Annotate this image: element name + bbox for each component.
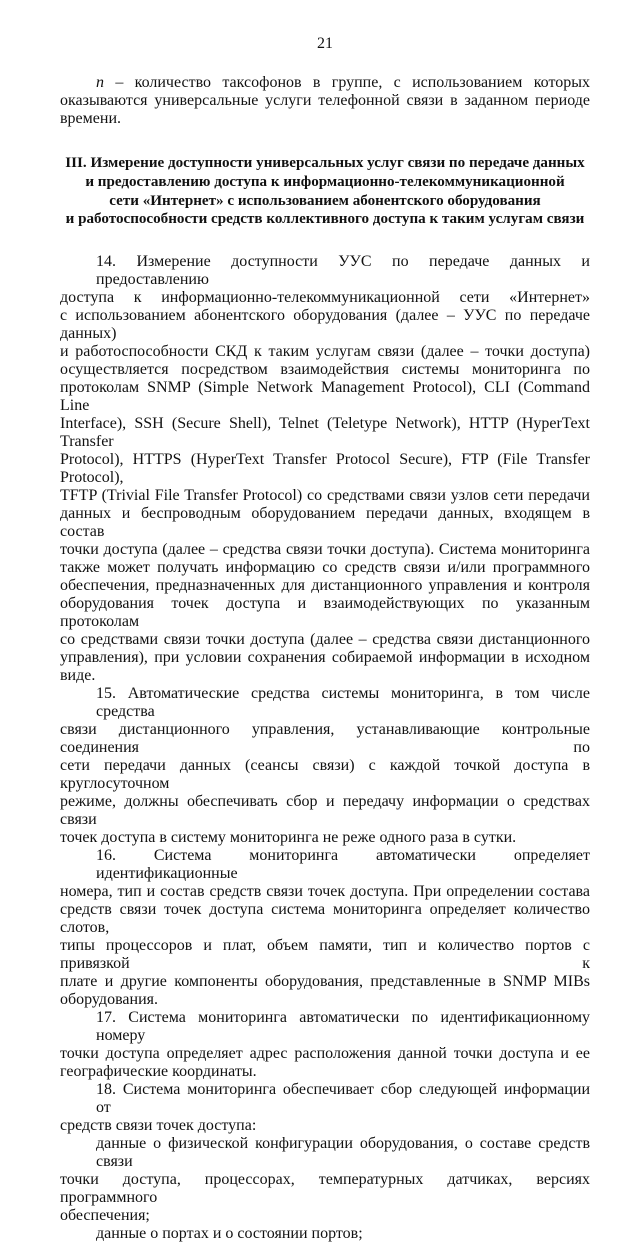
paragraph-line: оборудования.: [60, 991, 158, 1009]
paragraph-line: средств связи точек доступа система мониторинга определяет количество слотов,: [60, 901, 590, 937]
paragraph-p18b: [60, 1225, 590, 1243]
paragraph-line: также может получать информацию со средств связи и/или программного: [60, 559, 590, 577]
paragraph-line: обеспечения;: [60, 1207, 150, 1225]
paragraph-line: точки доступа, процессорах, температурных датчиках, версиях программного: [60, 1171, 590, 1207]
paragraph-line: управления), при условии сохранения собираемой информации в исходном виде.: [60, 649, 590, 685]
paragraph-line: типы процессоров и плат, объем памяти, тип и количество портов с привязкой к: [60, 937, 590, 973]
paragraph-line: Protocol), HTTPS (HyperText Transfer Protocol Secure), FTP (File Transfer Protocol),: [60, 451, 590, 487]
paragraph-line: режиме, должны обеспечивать сбор и передачу информации о средствах связи: [60, 793, 590, 829]
intro-line-2: оказываются универсальные услуги телефонной связи в заданном периоде: [60, 92, 590, 109]
intro-line-1: [60, 74, 590, 92]
section-heading-line: III. Измерение доступности универсальных услуг связи по передаче данных: [65, 155, 585, 171]
paragraph-p15: [60, 685, 590, 847]
paragraph-p18: [60, 1081, 590, 1135]
paragraph-line: 14. Измерение доступности УУС по передаче данных и предоставлению: [96, 253, 590, 289]
paragraph-line: осуществляется посредством взаимодействия системы мониторинга по: [60, 361, 590, 379]
section-heading-line: и работоспособности средств коллективного доступа к таким услугам связи: [65, 211, 585, 228]
paragraph-line: протоколам SNMP (Simple Network Management Protocol), CLI (Command Line: [60, 379, 590, 415]
paragraph-p17: [60, 1009, 590, 1081]
paragraph-line: данные о физической конфигурации оборудования, о составе средств связи: [96, 1135, 590, 1171]
paragraph-line: 15. Автоматические средства системы мониторинга, в том числе средства: [96, 685, 590, 721]
paragraph-line: точек доступа в систему мониторинга не реже одного раза в сутки.: [60, 829, 517, 847]
paragraph-p18a: [60, 1135, 590, 1225]
paragraph-line: со средствами связи точки доступа (далее – средства связи дистанционного: [60, 631, 590, 649]
paragraph-p16: [60, 847, 590, 1009]
paragraph-line: географические координаты.: [60, 1063, 257, 1081]
paragraph-line: точки доступа определяет адрес расположения данной точки доступа и ее: [60, 1045, 590, 1063]
section-heading: [60, 154, 590, 229]
paragraph-line: оборудования точек доступа и взаимодействующих по указанным протоколам: [60, 595, 590, 631]
paragraph-line: связи дистанционного управления, устанавливающие контрольные соединения по: [60, 721, 590, 757]
paragraph-line: обеспечения, предназначенных для дистанционного управления и контроля: [60, 577, 590, 595]
intro-paragraph: [60, 74, 590, 128]
paragraph-line: данные о портах и о состоянии портов;: [96, 1225, 363, 1243]
variable-n: n: [96, 74, 104, 91]
paragraph-line: номера, тип и состав средств связи точек доступа. При определении состава: [60, 883, 590, 901]
paragraph-line: 17. Система мониторинга автоматически по идентификационному номеру: [96, 1009, 590, 1045]
paragraph-line: 16. Система мониторинга автоматически определяет идентификационные: [96, 847, 590, 883]
section-heading-line: и предоставлению доступа к информационно-телекоммуникационной: [85, 173, 565, 190]
paragraph-line: доступа к информационно-телекоммуникационной сети «Интернет»: [60, 289, 590, 307]
paragraph-line: с использованием абонентского оборудования (далее – УУС по передаче данных): [60, 307, 590, 343]
paragraph-line: данных и беспроводным оборудованием передачи данных, входящем в состав: [60, 505, 590, 541]
paragraphs: [60, 253, 590, 1243]
paragraph-line: точки доступа (далее – средства связи точки доступа). Система мониторинга: [60, 541, 590, 559]
paragraph-line: TFTP (Trivial File Transfer Protocol) со средствами связи узлов сети передачи: [60, 487, 590, 505]
intro-line-3: времени.: [60, 110, 122, 127]
paragraph-line: 18. Система мониторинга обеспечивает сбор следующей информации от: [96, 1081, 590, 1117]
paragraph-p14: [60, 253, 590, 685]
paragraph-line: Interface), SSH (Secure Shell), Telnet (Teletype Network), HTTP (HyperText Transfer: [60, 415, 590, 451]
paragraph-line: сети передачи данных (сеансы связи) с каждой точкой доступа в круглосуточном: [60, 757, 590, 793]
paragraph-line: и работоспособности СКД к таким услугам связи (далее – точки доступа): [60, 343, 590, 361]
paragraph-line: плате и другие компоненты оборудования, представленные в SNMP MIBs: [60, 973, 590, 991]
section-heading-line: сети «Интернет» с использованием абонентского оборудования: [109, 192, 541, 209]
page-number: 21: [317, 35, 333, 52]
paragraph-line: средств связи точек доступа:: [60, 1117, 257, 1135]
intro-text: – количество таксофонов в группе, с использованием которых: [104, 74, 590, 91]
